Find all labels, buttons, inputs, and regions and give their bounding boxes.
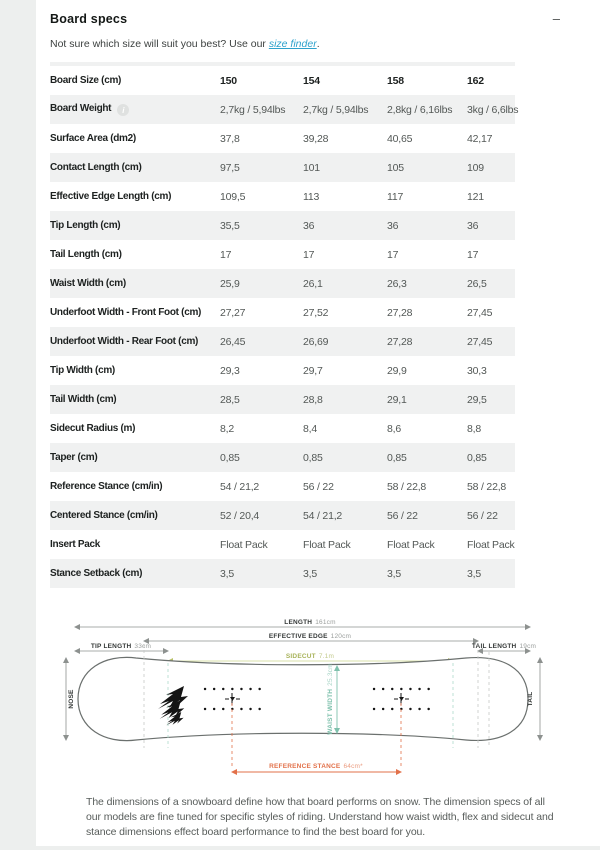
cell: 36 (467, 219, 479, 232)
cell: 27,52 (303, 306, 329, 319)
cell: 0,85 (387, 451, 407, 464)
cell: 36 (303, 219, 315, 232)
length-dimension-label: LENGTH 161cm (284, 619, 336, 626)
tail-label: TAIL (527, 691, 534, 707)
row-label-text: Board Weight (50, 102, 112, 114)
row-label: Board Size (cm) (50, 75, 122, 86)
cell: 17 (303, 248, 315, 261)
board-specs-table (50, 66, 519, 588)
cell: 8,2 (220, 422, 234, 435)
cell: 29,9 (387, 364, 407, 377)
cell: 58 / 22,8 (467, 480, 507, 493)
row-label: Stance Setback (cm) (50, 568, 143, 579)
cell: 0,85 (303, 451, 323, 464)
row-label: Centered Stance (cm/in) (50, 510, 158, 521)
cell: Float Pack (303, 538, 351, 551)
cell: 26,3 (387, 277, 407, 290)
table-row (50, 298, 515, 327)
cell: 113 (303, 190, 320, 203)
waist-width-label: WAIST WIDTH25.3cm (327, 663, 334, 735)
cell: 0,85 (467, 451, 487, 464)
cell: 2,8kg / 6,16lbs (387, 103, 453, 116)
cell: 29,3 (220, 364, 240, 377)
table-row (50, 559, 515, 588)
cell: 8,6 (387, 422, 401, 435)
table-row (50, 530, 515, 559)
dimensions-description: The dimensions of a snowboard define how that board performs on snow. The dimension specs of all our models are fine tuned for specific styles of riding. Understand how waist width, flex and sidecut and stance dimensions effect board performance to find the best board for you. (86, 796, 554, 839)
cell: 27,28 (387, 335, 413, 348)
cell: 25,9 (220, 277, 240, 290)
table-row (50, 240, 515, 269)
intro-text-after: . (316, 38, 320, 50)
row-label: Taper (cm) (50, 452, 98, 463)
row-label: Effective Edge Length (cm) (50, 191, 172, 202)
board-outline (78, 657, 528, 740)
row-label: Surface Area (dm2) (50, 133, 136, 144)
cell: 8,4 (303, 422, 317, 435)
intro-text-before: Not sure which size will suit you best? Use our (50, 38, 269, 50)
size-finder-link[interactable]: size finder (268, 38, 317, 50)
cell: 35,5 (220, 219, 240, 232)
cell: 27,45 (467, 335, 493, 348)
panel-header (36, 0, 600, 26)
row-label (50, 95, 220, 124)
cell: 2,7kg / 5,94lbs (303, 103, 369, 116)
table-row (50, 385, 515, 414)
cell: 17 (387, 248, 399, 261)
cell: 54 / 21,2 (303, 509, 343, 522)
table-row (50, 501, 515, 530)
cell: 101 (303, 161, 320, 174)
board-specs-panel (36, 0, 600, 846)
cell: 0,85 (220, 451, 240, 464)
tail-length-label: TAIL LENGTH 19cm (471, 643, 537, 650)
cell: Float Pack (467, 538, 515, 551)
size-column-header: 158 (387, 74, 404, 87)
cell: 3kg / 6,6lbs (467, 103, 519, 116)
cell: Float Pack (220, 538, 268, 551)
table-row (50, 182, 515, 211)
size-column-header: 162 (467, 74, 484, 87)
cell: 29,7 (303, 364, 323, 377)
cell: 26,69 (303, 335, 329, 348)
row-label: Underfoot Width - Front Foot (cm) (50, 307, 202, 318)
cell: 56 / 22 (303, 480, 334, 493)
row-label: Tip Length (cm) (50, 220, 121, 231)
cell: 39,28 (303, 132, 329, 145)
info-icon[interactable]: i (117, 104, 129, 116)
cell: Float Pack (387, 538, 435, 551)
sidecut-label: SIDECUT 7.1m (285, 653, 335, 660)
cell: 3,5 (387, 567, 401, 580)
size-column-header: 154 (303, 74, 320, 87)
table-row (50, 211, 515, 240)
row-label: Waist Width (cm) (50, 278, 126, 289)
row-label: Tip Width (cm) (50, 365, 115, 376)
table-row (50, 414, 515, 443)
table-row (50, 356, 515, 385)
table-row (50, 269, 515, 298)
cell: 27,27 (220, 306, 246, 319)
cell: 29,1 (387, 393, 407, 406)
table-row (50, 472, 515, 501)
cell: 40,65 (387, 132, 413, 145)
cell: 117 (387, 190, 404, 203)
table-header-row (50, 66, 515, 95)
cell: 42,17 (467, 132, 493, 145)
cell: 28,5 (220, 393, 240, 406)
cell: 29,5 (467, 393, 487, 406)
cell: 109 (467, 161, 484, 174)
cell: 105 (387, 161, 404, 174)
cell: 30,3 (467, 364, 487, 377)
cell: 54 / 21,2 (220, 480, 260, 493)
tip-length-label: TIP LENGTH 33cm (90, 643, 152, 650)
cell: 109,5 (220, 190, 246, 203)
collapse-toggle-icon[interactable]: – (552, 11, 560, 26)
cell: 28,8 (303, 393, 323, 406)
cell: 3,5 (467, 567, 481, 580)
cell: 26,45 (220, 335, 246, 348)
cell: 2,7kg / 5,94lbs (220, 103, 286, 116)
cell: 17 (220, 248, 232, 261)
size-column-header: 150 (220, 74, 237, 87)
cell: 56 / 22 (387, 509, 418, 522)
table-row (50, 124, 515, 153)
cell: 27,45 (467, 306, 493, 319)
table-row (50, 443, 515, 472)
cell: 36 (387, 219, 399, 232)
row-label: Underfoot Width - Rear Foot (cm) (50, 336, 199, 347)
cell: 27,28 (387, 306, 413, 319)
cell: 17 (467, 248, 479, 261)
board-dimensions-diagram (60, 618, 544, 785)
table-row (50, 327, 515, 356)
reference-stance-label: REFERENCE STANCE 64cm* (269, 763, 363, 770)
row-label: Tail Width (cm) (50, 394, 117, 405)
row-label: Insert Pack (50, 539, 101, 550)
cell: 97,5 (220, 161, 240, 174)
effective-edge-label: EFFECTIVE EDGE 120cm (268, 633, 352, 640)
table-row (50, 95, 515, 124)
cell: 58 / 22,8 (387, 480, 427, 493)
snowboard-diagram-svg (60, 618, 544, 785)
page-title: Board specs (50, 12, 128, 26)
row-label: Contact Length (cm) (50, 162, 142, 173)
row-label: Reference Stance (cm/in) (50, 481, 163, 492)
cell: 3,5 (303, 567, 317, 580)
cell: 37,8 (220, 132, 240, 145)
cell: 8,8 (467, 422, 481, 435)
cell: 121 (467, 190, 484, 203)
size-help-text (36, 26, 600, 50)
cell: 26,5 (467, 277, 487, 290)
row-label: Sidecut Radius (m) (50, 423, 136, 434)
cell: 3,5 (220, 567, 234, 580)
nose-label: NOSE (68, 689, 75, 709)
cell: 26,1 (303, 277, 323, 290)
cell: 52 / 20,4 (220, 509, 260, 522)
table-row (50, 153, 515, 182)
row-label: Tail Length (cm) (50, 249, 122, 260)
cell: 56 / 22 (467, 509, 498, 522)
